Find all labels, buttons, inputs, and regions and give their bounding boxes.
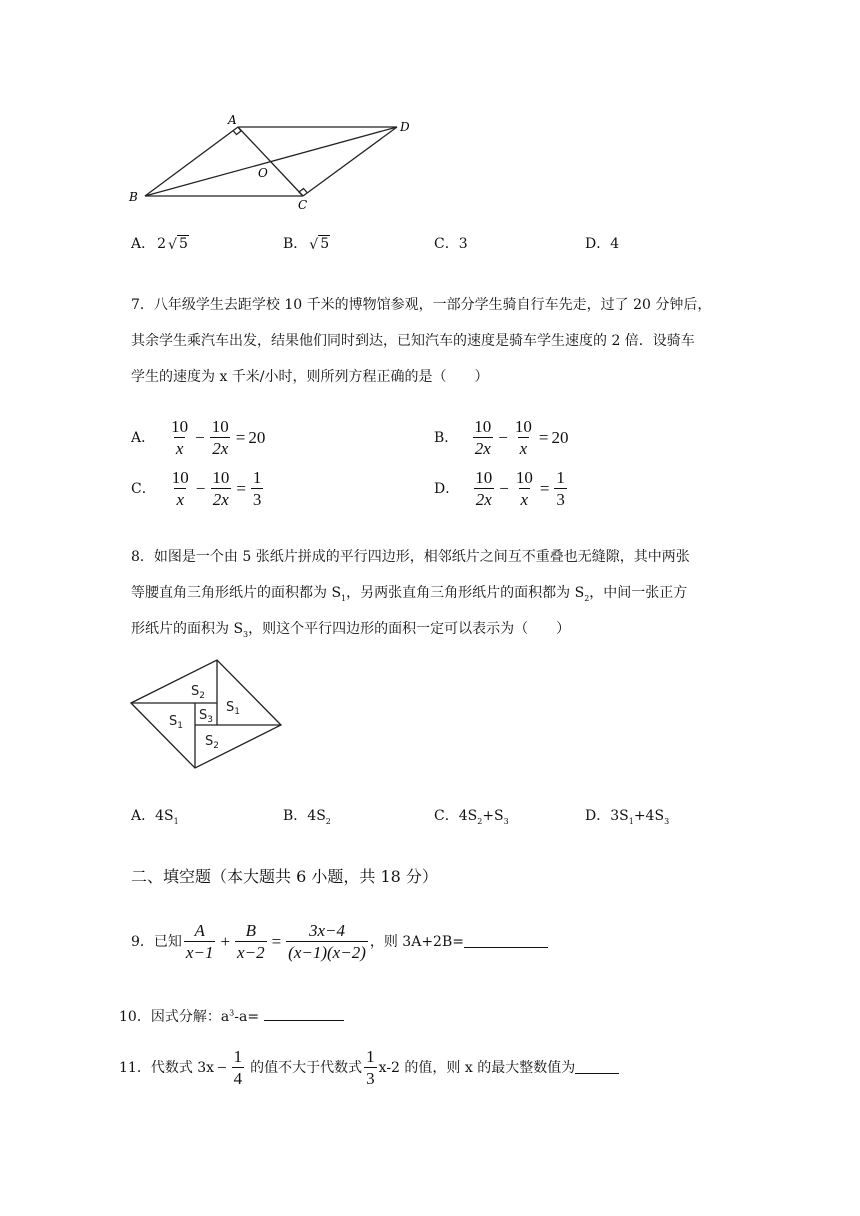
q8-option-b: B．$4S_2$ [283, 808, 331, 826]
label-s3-center: $S_3$ [199, 708, 213, 725]
q10: 10．因式分解：$a^3-a=$ [119, 1006, 344, 1026]
label-s2-top: $S_2$ [191, 684, 205, 701]
q6-option-a: A． 2 √ 5 [131, 235, 188, 253]
q7-option-c: C． $\frac{10}{x}$ − $\frac{10}{2x}$ = $\frac{1}{3}$ [131, 468, 262, 509]
q8-option-c: C．$4S_2+S_3$ [434, 808, 509, 826]
paper-pieces-figure [125, 655, 290, 775]
diagonal-bd [145, 127, 397, 196]
q8-option-d: D．$3S_1+4S_3$ [585, 808, 670, 826]
q6-option-c: C．3 [434, 236, 468, 252]
label-c: C [298, 198, 308, 212]
q8-option-a: A．$4S_1$ [131, 808, 179, 826]
q9-answer-blank[interactable] [464, 935, 548, 948]
q8-line-3: 形纸片的面积为 $S_3$，则这个平行四边形的面积一定可以表示为（ ） [131, 621, 571, 639]
label-s2-bottom: $S_2$ [205, 734, 219, 751]
parallelogram-figure [125, 112, 425, 212]
sqrt-symbol: √ 5 [309, 236, 330, 253]
q9: 9．已知 $\frac{A}{x-1}$ + $\frac{B}{x-2}$ = $\frac{3x-4}{(x-1)(x-2)}$ ，则 3A+2B= [131, 922, 548, 961]
label-b: B [129, 190, 138, 204]
q7-option-d: D． $\frac{10}{2x}$ − $\frac{10}{x}$ = $\frac{1}{3}$ [434, 468, 565, 509]
q7-line-1: 7．八年级学生去距学校 10 千米的博物馆参观，一部分学生骑自行车先走，过了 20 分钟后， [131, 297, 712, 313]
label-s1-left: $S_1$ [169, 714, 183, 731]
label-o: O [258, 166, 268, 180]
label-d: D [400, 120, 410, 134]
q7-option-a: A． $\frac{10}{x}$ − $\frac{10}{2x}$ = 20 [131, 417, 266, 458]
section-2-heading: 二、填空题（本大题共 6 小题，共 18 分） [131, 867, 438, 886]
sqrt-symbol: √ 5 [168, 236, 188, 253]
q8-line-2: 等腰直角三角形纸片的面积都为 $S_1$，另两张直角三角形纸片的面积都为 $S_2$，中间一张正方 [131, 585, 688, 603]
q6-option-d: D．4 [585, 236, 620, 252]
side-dc [303, 127, 397, 196]
q8-line-1: 8．如图是一个由 5 张纸片拼成的平行四边形，相邻纸片之间互不重叠也无缝隙，其中两张 [131, 549, 690, 565]
q11-answer-blank[interactable] [575, 1061, 619, 1074]
q7-option-b: B． $\frac{10}{2x}$ − $\frac{10}{x}$ = 20 [434, 417, 569, 458]
label-a: A [228, 113, 237, 127]
side-ab [145, 127, 238, 196]
q6-option-b: B． √ 5 [283, 235, 330, 253]
q11: 11．代数式 3x − $\frac{1}{4}$ 的值不大于代数式 $\frac{1}{3}$ x-2 的值，则 x 的最大整数值为 [119, 1048, 619, 1087]
q10-answer-blank[interactable] [264, 1008, 344, 1021]
q7-line-2: 其余学生乘汽车出发，结果他们同时到达，已知汽车的速度是骑车学生速度的 2 倍．设骑车 [131, 333, 695, 349]
label-s1-right: $S_1$ [226, 700, 240, 717]
q7-line-3: 学生的速度为 x 千米/小时，则所列方程正确的是（ ） [131, 369, 489, 385]
